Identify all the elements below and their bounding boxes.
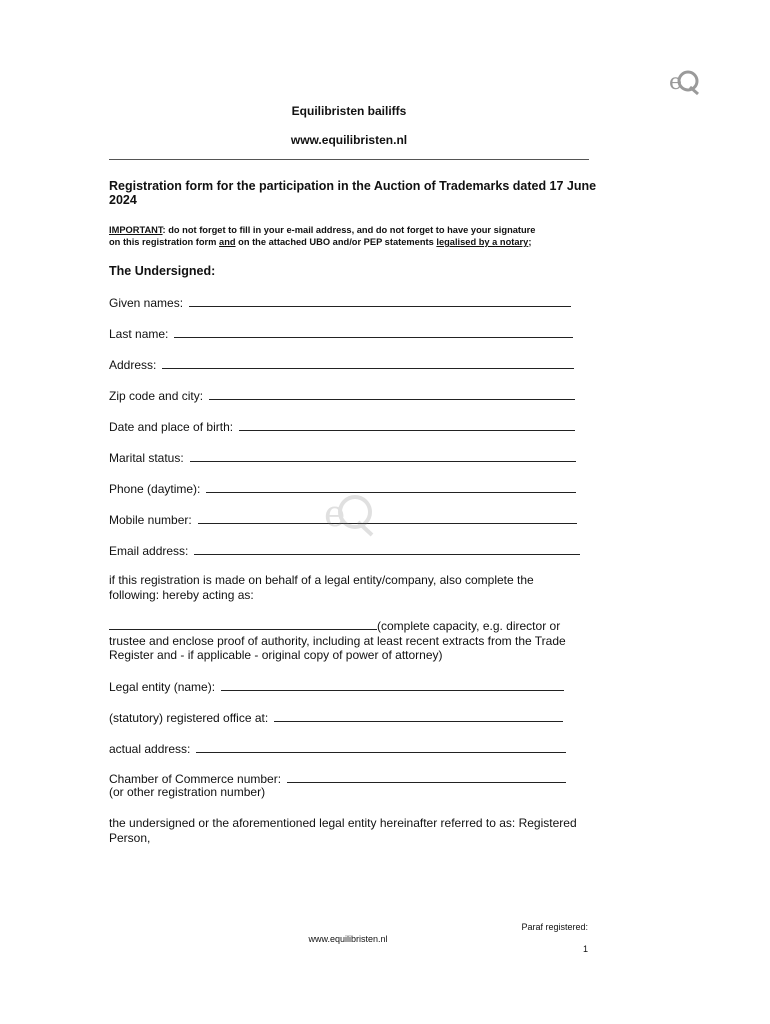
last-name-label: Last name:	[109, 327, 169, 341]
given-names-line[interactable]	[189, 306, 571, 307]
registered-office-line[interactable]	[274, 721, 563, 722]
birth-label: Date and place of birth:	[109, 420, 234, 434]
important-text-3: on the attached UBO and/or PEP statements	[235, 237, 437, 247]
legal-entity-label: Legal entity (name):	[109, 680, 216, 694]
legal-entity-line[interactable]	[221, 690, 564, 691]
svg-text:e: e	[324, 494, 346, 535]
last-name-field[interactable]	[109, 325, 573, 341]
birth-line[interactable]	[239, 430, 575, 431]
company-name: Equilibristen bailiffs	[291, 104, 407, 118]
important-text-2: on this registration form	[109, 237, 220, 247]
phone-line[interactable]	[206, 492, 576, 493]
given-names-label: Given names:	[109, 296, 184, 310]
footer-url: www.equilibristen.nl	[308, 934, 388, 944]
important-and: and	[219, 237, 236, 247]
eq-watermark-icon	[322, 488, 376, 538]
important-text-1: : do not forget to fill in your e-mail address, and do not forget to have your signature	[162, 225, 536, 235]
important-label: IMPORTANT	[109, 225, 163, 235]
zip-city-label: Zip code and city:	[109, 389, 204, 403]
email-field[interactable]	[109, 542, 580, 558]
marital-line[interactable]	[190, 461, 576, 462]
page-number: 1	[582, 944, 588, 954]
mobile-label: Mobile number:	[109, 513, 192, 527]
coc-line[interactable]	[287, 782, 566, 783]
svg-text:e: e	[669, 70, 683, 95]
address-line[interactable]	[162, 368, 574, 369]
marital-field[interactable]	[109, 449, 576, 465]
actual-address-line[interactable]	[196, 752, 566, 753]
birth-field[interactable]	[109, 418, 575, 434]
form-title: Registration form for the participation in the Auction of Trademarks dated 17 June 2024	[109, 179, 597, 207]
capacity-paragraph	[109, 619, 579, 663]
coc-note: (or other registration number)	[109, 785, 266, 799]
zip-city-field[interactable]	[109, 387, 575, 403]
important-text-4: ;	[528, 237, 532, 247]
marital-label: Marital status:	[109, 451, 184, 465]
actual-address-field[interactable]	[109, 740, 566, 756]
last-name-line[interactable]	[174, 337, 573, 338]
mobile-line[interactable]	[198, 523, 577, 524]
legal-entity-field[interactable]	[109, 678, 564, 694]
actual-address-label: actual address:	[109, 742, 191, 756]
company-website: www.equilibristen.nl	[290, 133, 408, 147]
header-divider	[109, 159, 589, 160]
closing-paragraph: the undersigned or the aforementioned legal entity hereinafter referred to as: Registered Person,	[109, 816, 577, 845]
important-legalised: legalised by a notary	[436, 237, 529, 247]
phone-label: Phone (daytime):	[109, 482, 201, 496]
email-line[interactable]	[194, 554, 580, 555]
email-label: Email address:	[109, 544, 189, 558]
address-field[interactable]	[109, 356, 574, 372]
capacity-line[interactable]	[109, 629, 377, 630]
coc-label: Chamber of Commerce number:	[109, 772, 282, 786]
important-notice	[109, 224, 599, 248]
address-label: Address:	[109, 358, 157, 372]
legal-entity-intro: if this registration is made on behalf of a legal entity/company, also complete the following: hereby acting as:	[109, 573, 534, 602]
given-names-field[interactable]	[109, 294, 571, 310]
paraf-label: Paraf registered:	[521, 922, 588, 932]
eq-logo-icon	[668, 66, 700, 96]
coc-field[interactable]	[109, 770, 566, 786]
registered-office-field[interactable]	[109, 709, 563, 725]
section-title: The Undersigned:	[109, 264, 216, 278]
registered-office-label: (statutory) registered office at:	[109, 711, 269, 725]
zip-city-line[interactable]	[209, 399, 575, 400]
capacity-text: (complete capacity, e.g. director or trustee and enclose proof of authority, including at least recent extracts from the Trade Register and - if applicable - original copy of power of attorney)	[109, 619, 566, 662]
